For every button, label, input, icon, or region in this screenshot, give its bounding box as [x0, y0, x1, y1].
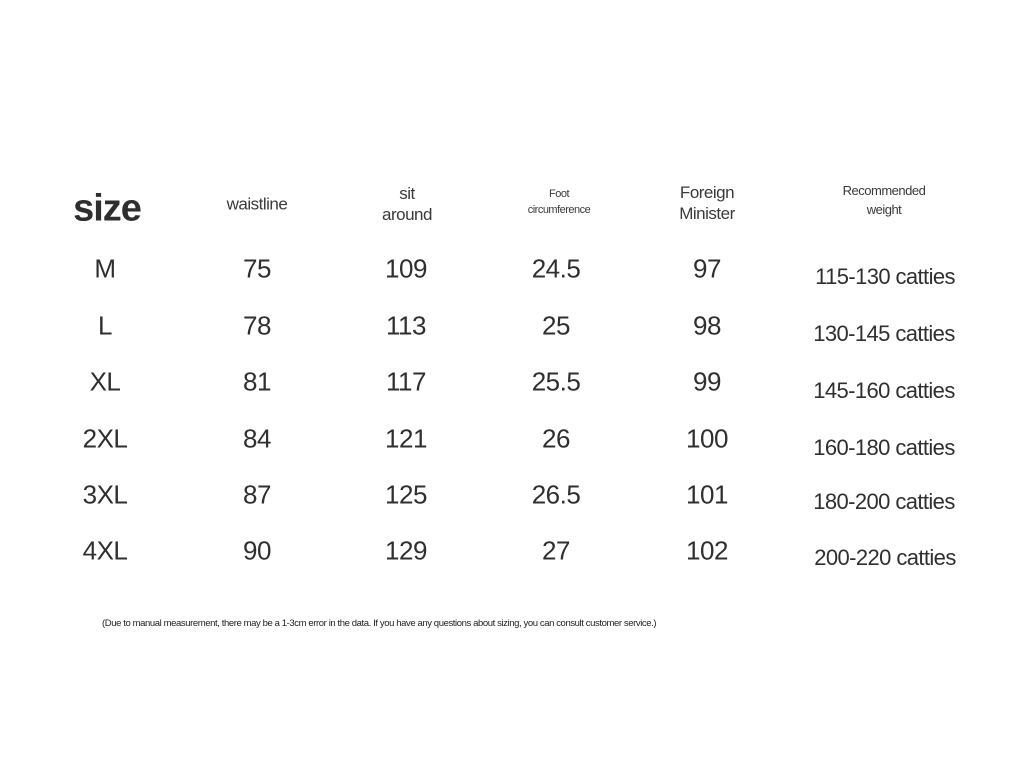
cell-size: 3XL: [82, 479, 128, 510]
cell-size: 2XL: [82, 423, 128, 454]
cell-foot: 25: [542, 310, 570, 341]
header-foreign-line1: Foreign: [679, 182, 735, 202]
header-sit-around: [382, 183, 432, 226]
cell-sit-around: 125: [385, 479, 427, 510]
cell-weight: 160-180 catties: [813, 435, 955, 460]
header-foot-line1: Foot: [548, 188, 570, 201]
header-weight-line2: weight: [866, 202, 902, 217]
cell-foot: 24.5: [531, 253, 581, 284]
cell-foot: 27: [542, 535, 570, 566]
cell-sit-around: 109: [385, 253, 427, 284]
header-foreign-minister: [679, 182, 735, 225]
cell-sit-around: 117: [386, 366, 426, 397]
cell-waistline: 84: [243, 423, 271, 454]
cell-sit-around: 121: [385, 423, 427, 454]
header-foreign-line2: Minister: [679, 204, 735, 223]
cell-size: L: [98, 310, 112, 341]
header-sit-around-line1: sit: [399, 183, 415, 203]
cell-foot: 26.5: [531, 479, 581, 510]
cell-foreign: 99: [693, 366, 721, 397]
header-sit-around-line2: around: [382, 205, 432, 224]
cell-weight: 180-200 catties: [813, 489, 955, 514]
cell-weight: 200-220 catties: [814, 545, 956, 570]
cell-waistline: 87: [243, 479, 271, 510]
header-foot-circumference: [528, 187, 591, 219]
cell-waistline: 75: [243, 253, 271, 284]
cell-waistline: 81: [243, 366, 271, 397]
cell-waistline: 90: [243, 535, 271, 566]
cell-weight: 130-145 catties: [813, 321, 955, 346]
cell-size: 4XL: [82, 535, 128, 566]
cell-sit-around: 129: [385, 535, 427, 566]
cell-foreign: 98: [693, 310, 721, 341]
cell-weight: 115-130 catties: [815, 264, 955, 289]
header-size: size: [73, 187, 141, 230]
cell-foreign: 97: [693, 253, 721, 284]
header-waistline: waistline: [226, 194, 288, 214]
cell-waistline: 78: [243, 310, 271, 341]
cell-foreign: 101: [686, 479, 728, 510]
cell-foot: 26: [542, 423, 570, 454]
measurement-note: (Due to manual measurement, there may be a 1-3cm error in the data. If you have any questions about sizing, you can consult customer service.): [102, 618, 657, 629]
header-foot-line2: circumference: [527, 204, 591, 216]
cell-foot: 25.5: [531, 366, 581, 397]
cell-foreign: 102: [686, 535, 728, 566]
cell-size: M: [94, 253, 116, 284]
header-recommended-weight: [843, 182, 926, 220]
header-weight-line1: Recommended: [842, 183, 926, 199]
cell-sit-around: 113: [386, 310, 426, 341]
cell-size: XL: [89, 366, 121, 397]
cell-weight: 145-160 catties: [813, 378, 955, 403]
cell-foreign: 100: [686, 423, 728, 454]
